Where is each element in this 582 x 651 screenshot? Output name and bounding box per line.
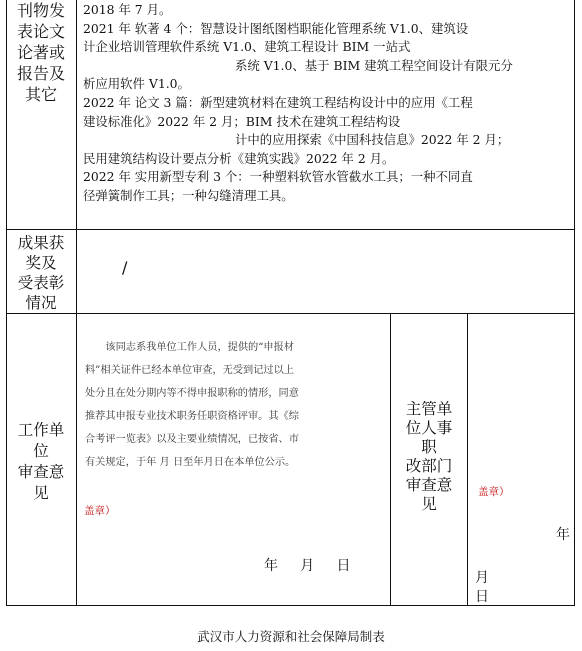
row-divider [6,229,575,230]
table-bottom-border [6,605,575,606]
publication-line: 计企业培训管理软件系统 V1.0、建筑工程设计 BIM 一站式 [83,39,411,55]
review-column-divider [390,313,391,606]
dept-review-month: 月 [475,570,489,586]
publication-line: 2021 年 软著 4 个：智慧设计图纸图档职能化管理系统 V1.0、建筑设 [83,20,469,36]
publication-line: 析应用软件 V1.0。 [83,76,190,92]
unit-review-label: 工作单 位 审查意 见 [17,421,65,502]
awards-label: 成果获 奖及 受表彰 情况 [17,234,65,312]
awards-value: / [122,258,128,277]
unit-review-date: 年 月 日 [264,558,351,574]
table-right-border [574,0,575,606]
publications-label: 刊物发 表论文 论著或 报告及 其它 [16,1,65,104]
label-column-divider [76,0,77,606]
row-divider [6,313,575,314]
publication-line: 2018 年 7 月。 [83,2,172,17]
unit-stamp-note: 盖章） [84,505,116,517]
unit-review-text: 该同志系我单位工作人员，提供的“申报材 料”相关证件已经本单位审查，无受到记过以上 处分且在处分期内等不得申报职称的情形，同意 推荐其申报专业技术职务任职资格评审。其《综 合考评一览表》以及主要业绩情况，已按省、市 有关规定，于年 月 日至年月日在本单位公示。 [85,342,299,468]
publication-line: 民用建筑结构设计要点分析《建筑实践》2022 年 2 月。 [83,150,395,166]
dept-stamp-note: 盖章） [478,486,510,498]
issuer-footer: 武汉市人力资源和社会保障局制表 [197,629,385,644]
publication-line: 建设标准化》2022 年 2 月；BIM 技术在建筑工程结构设 [83,113,401,129]
publication-line: 计中的应用探索《中国科技信息》2022 年 2 月； [235,132,510,148]
dept-review-year: 年 [556,527,570,543]
publication-line: 2022 年 论文 3 篇：新型建筑材料在建筑工程结构设计中的应用《工程 [83,94,473,110]
review-column-divider [467,313,468,606]
dept-review-day: 日 [475,589,489,605]
publications-content [83,1,573,206]
publication-line: 系统 V1.0、基于 BIM 建筑工程空间设计有限元分 [235,57,513,73]
dept-review-label: 主管单 位人事 职 改部门 审查意 见 [405,400,453,513]
publication-line: 径弹簧制作工具；一种勾缝清理工具。 [83,187,294,203]
publication-line: 2022 年 实用新型专利 3 个：一种塑料软管水管截水工具；一种不同直 [83,169,473,185]
application-form-table [6,0,575,606]
